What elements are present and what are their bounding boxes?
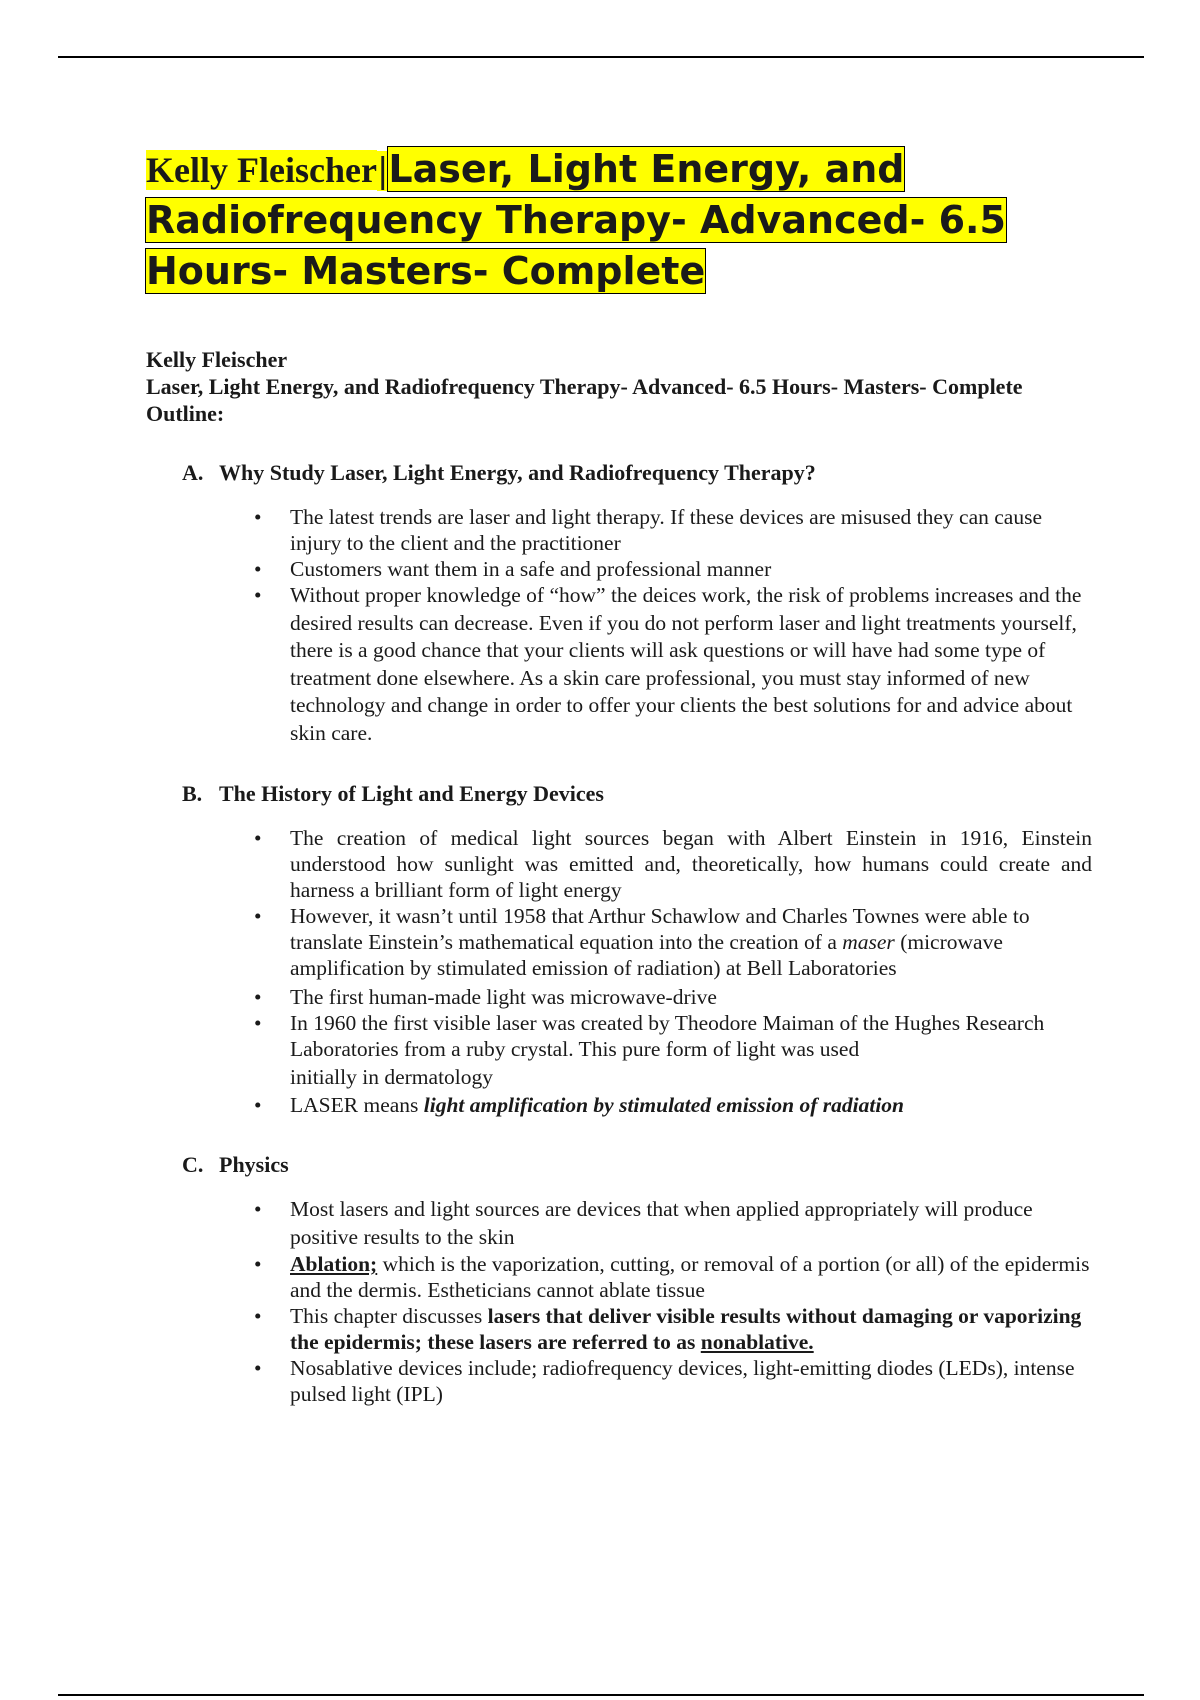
title-separator: |: [376, 151, 389, 191]
bullet-icon: •: [254, 1197, 262, 1221]
ablation-term: Ablation;: [290, 1252, 378, 1276]
section-c-letter: C.: [182, 1152, 204, 1177]
bullet-icon: •: [254, 1093, 262, 1117]
list-item: • LASER means light amplification by stimulated emission of radiation: [254, 1093, 904, 1117]
bullet-icon: •: [254, 1356, 262, 1380]
laser-definition: light amplification by stimulated emission of radiation: [423, 1093, 904, 1117]
title-author: Kelly Fleischer: [146, 150, 377, 190]
document-header: [146, 346, 1106, 427]
top-rule: [58, 56, 1144, 58]
bullet-icon: •: [254, 985, 262, 1009]
header-outline: Outline:: [146, 401, 225, 426]
document-title: [146, 145, 1106, 298]
section-b-letter: B.: [182, 781, 203, 806]
list-item: • The first human-made light was microwave-drive: [254, 985, 717, 1009]
bullet-icon: •: [254, 904, 262, 928]
bottom-rule: [58, 1694, 1144, 1696]
list-item: • Most lasers and light sources are devices that when applied appropriately will produce positive results to the skin: [254, 1197, 1033, 1249]
list-item: • Ablation; which is the vaporization, cutting, or removal of a portion (or all) of the epidermis and the dermis. Estheticians cannot ablate tissue: [254, 1252, 1090, 1302]
bullet-icon: •: [254, 1252, 262, 1276]
bullet-icon: •: [254, 1011, 262, 1035]
document-page: [146, 145, 1106, 1407]
bullet-icon: •: [254, 583, 262, 607]
list-item: • In 1960 the first visible laser was created by Theodore Maiman of the Hughes Research Laboratories from a ruby crystal. This pure form of light was used initially in dermatology: [254, 1011, 1045, 1089]
section-b-heading: [182, 781, 1106, 807]
list-item: • However, it wasn’t until 1958 that Arthur Schawlow and Charles Townes were able to translate Einstein’s mathematical equation into the creation of a maser (microwave amplification by stimulated emission of radiation) at Bell Laboratories: [254, 904, 1030, 980]
list-item: • This chapter discusses lasers that deliver visible results without damaging or vaporizing the epidermis; these lasers are referred to as nonablative.: [254, 1304, 1082, 1354]
nonablative-term: nonablative.: [700, 1330, 814, 1354]
section-a-list: [146, 504, 1092, 747]
bullet-icon: •: [254, 505, 262, 529]
bullet-icon: •: [254, 826, 262, 850]
section-a-title: Why Study Laser, Light Energy, and Radiofrequency Therapy?: [219, 460, 816, 485]
title-course: Laser, Light Energy, and Radiofrequency Therapy- Advanced- 6.5 Hours- Masters- Complete: [146, 147, 1006, 293]
bullet-icon: •: [254, 557, 262, 581]
list-item: • The latest trends are laser and light therapy. If these devices are misused they can cause injury to the client and the practitioner: [254, 505, 1042, 555]
section-b-title: The History of Light and Energy Devices: [219, 781, 604, 806]
section-c-title: Physics: [219, 1152, 289, 1177]
header-course: Laser, Light Energy, and Radiofrequency Therapy- Advanced- 6.5 Hours- Masters- Complete: [146, 374, 1023, 399]
header-author: Kelly Fleischer: [146, 347, 288, 372]
list-item: • The creation of medical light sources began with Albert Einstein in 1916, Einstein understood how sunlight was emitted and, theoretically, how humans could create and harness a brilliant form of light energy: [254, 826, 1092, 902]
bullet-icon: •: [254, 1304, 262, 1328]
list-item: • Nosablative devices include; radiofrequency devices, light-emitting diodes (LEDs), intense pulsed light (IPL): [254, 1356, 1075, 1406]
section-c-list: [146, 1196, 1092, 1407]
section-c-heading: [182, 1152, 1106, 1178]
list-item: • Without proper knowledge of “how” the deices work, the risk of problems increases and the desired results can decrease. Even if you do not perform laser and light treatments yourself, there is a good chance that your clients will ask questions or will have had some type of treatment done elsewhere. As a skin care professional, you must stay informed of new technology and change in order to offer your clients the best solutions for and advice about skin care.: [254, 583, 1082, 745]
list-item: • Customers want them in a safe and professional manner: [254, 557, 772, 581]
section-a-letter: A.: [182, 460, 204, 485]
section-a-heading: [182, 460, 1106, 486]
section-b-list: [146, 825, 1092, 1118]
maser-term: maser: [842, 930, 895, 954]
